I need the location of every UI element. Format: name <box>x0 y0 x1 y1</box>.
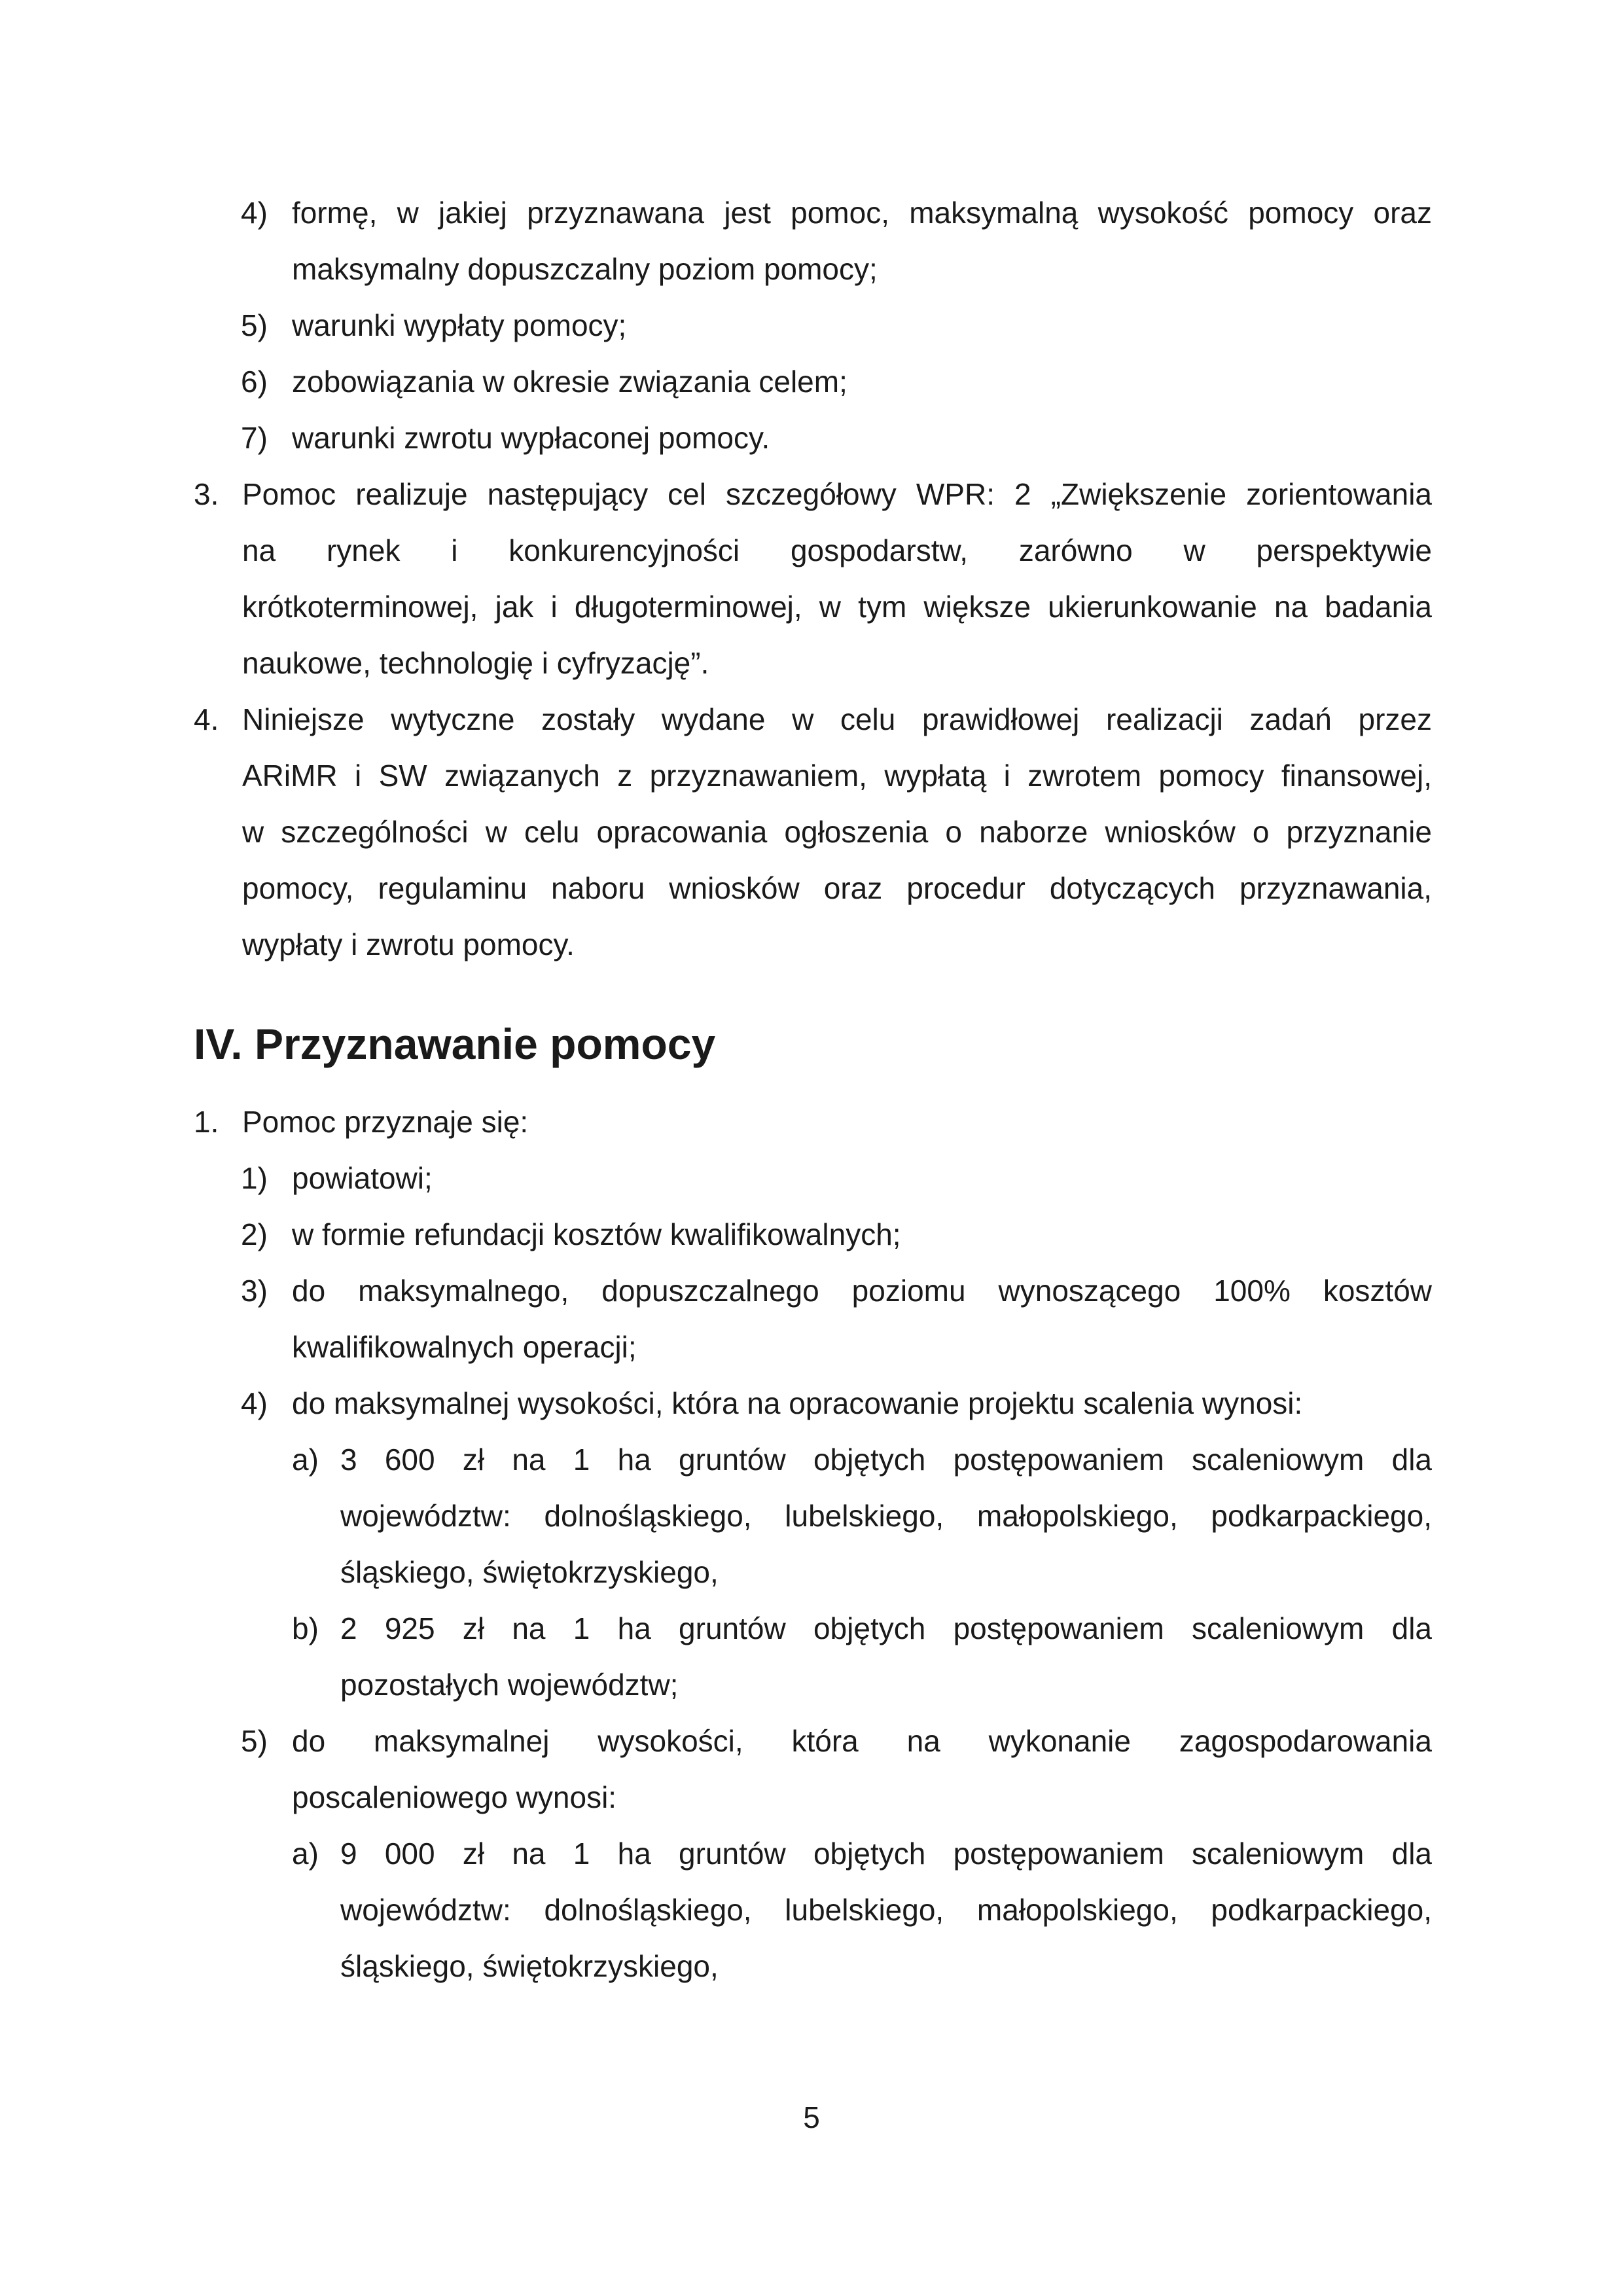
point-text-line: Niniejsze wytyczne zostały wydane w celu prawidłowej realizacji zadań przez <box>242 702 1432 736</box>
point-number: 1. <box>194 1105 219 1139</box>
subitem-text-line: śląskiego, świętokrzyskiego, <box>340 1555 719 1589</box>
subitem-letter: b) <box>292 1611 319 1645</box>
point-number: 4. <box>194 702 219 736</box>
point-text-line: wypłaty i zwrotu pomocy. <box>242 927 575 961</box>
item-text-line: warunki zwrotu wypłaconej pomocy. <box>292 421 770 455</box>
item-number: 4) <box>241 1386 268 1420</box>
point-number: 3. <box>194 477 219 511</box>
item-text-line: maksymalny dopuszczalny poziom pomocy; <box>292 252 878 286</box>
subitem-letter: a) <box>292 1837 319 1871</box>
point-text-line: naukowe, technologię i cyfryzację”. <box>242 646 709 680</box>
item-text-line: powiatowi; <box>292 1161 433 1195</box>
item-number: 6) <box>241 365 268 399</box>
item-text-line: warunki wypłaty pomocy; <box>292 308 627 342</box>
subitem-text-line: śląskiego, świętokrzyskiego, <box>340 1949 719 1983</box>
subitem-text-line: województw: dolnośląskiego, lubelskiego, małopolskiego, podkarpackiego, <box>340 1893 1432 1927</box>
point-text-line: Pomoc przyznaje się: <box>242 1105 529 1139</box>
item-number: 2) <box>241 1217 268 1251</box>
point-text-line: ARiMR i SW związanych z przyznawaniem, wypłatą i zwrotem pomocy finansowej, <box>242 759 1432 793</box>
item-number: 7) <box>241 421 268 455</box>
subitem-text-line: województw: dolnośląskiego, lubelskiego, małopolskiego, podkarpackiego, <box>340 1499 1432 1533</box>
item-text-line: w formie refundacji kosztów kwalifikowalnych; <box>292 1217 901 1251</box>
item-number: 4) <box>241 196 268 230</box>
point-text-line: na rynek i konkurencyjności gospodarstw, zarówno w perspektywie <box>242 533 1432 567</box>
item-text-line: do maksymalnej wysokości, która na wykonanie zagospodarowania <box>292 1724 1432 1758</box>
subitem-text-line: pozostałych województw; <box>340 1668 679 1702</box>
subitem-text-line: 2 925 zł na 1 ha gruntów objętych postępowaniem scaleniowym dla <box>340 1611 1432 1645</box>
point-text-line: w szczególności w celu opracowania ogłoszenia o naborze wniosków o przyznanie <box>242 815 1432 849</box>
point-text-line: Pomoc realizuje następujący cel szczegółowy WPR: 2 „Zwiększenie zorientowania <box>242 477 1432 511</box>
page-number: 5 <box>803 2100 820 2134</box>
item-text-line: do maksymalnego, dopuszczalnego poziomu wynoszącego 100% kosztów <box>292 1274 1432 1308</box>
item-text-line: poscaleniowego wynosi: <box>292 1780 617 1814</box>
item-text-line: formę, w jakiej przyznawana jest pomoc, maksymalną wysokość pomocy oraz <box>292 196 1432 230</box>
subitem-text-line: 3 600 zł na 1 ha gruntów objętych postępowaniem scaleniowym dla <box>340 1443 1432 1477</box>
item-number: 5) <box>241 1724 268 1758</box>
item-text-line: zobowiązania w okresie związania celem; <box>292 365 847 399</box>
item-number: 1) <box>241 1161 268 1195</box>
point-text-line: krótkoterminowej, jak i długoterminowej, w tym większe ukierunkowanie na badania <box>242 590 1432 624</box>
subitem-text-line: 9 000 zł na 1 ha gruntów objętych postępowaniem scaleniowym dla <box>340 1837 1432 1871</box>
item-number: 5) <box>241 308 268 342</box>
point-text-line: pomocy, regulaminu naboru wniosków oraz procedur dotyczących przyznawania, <box>242 871 1432 905</box>
item-number: 3) <box>241 1274 268 1308</box>
subitem-letter: a) <box>292 1443 319 1477</box>
item-text-line: kwalifikowalnych operacji; <box>292 1330 637 1364</box>
item-text-line: do maksymalnej wysokości, która na opracowanie projektu scalenia wynosi: <box>292 1386 1303 1420</box>
section-heading: IV. Przyznawanie pomocy <box>194 1020 716 1068</box>
